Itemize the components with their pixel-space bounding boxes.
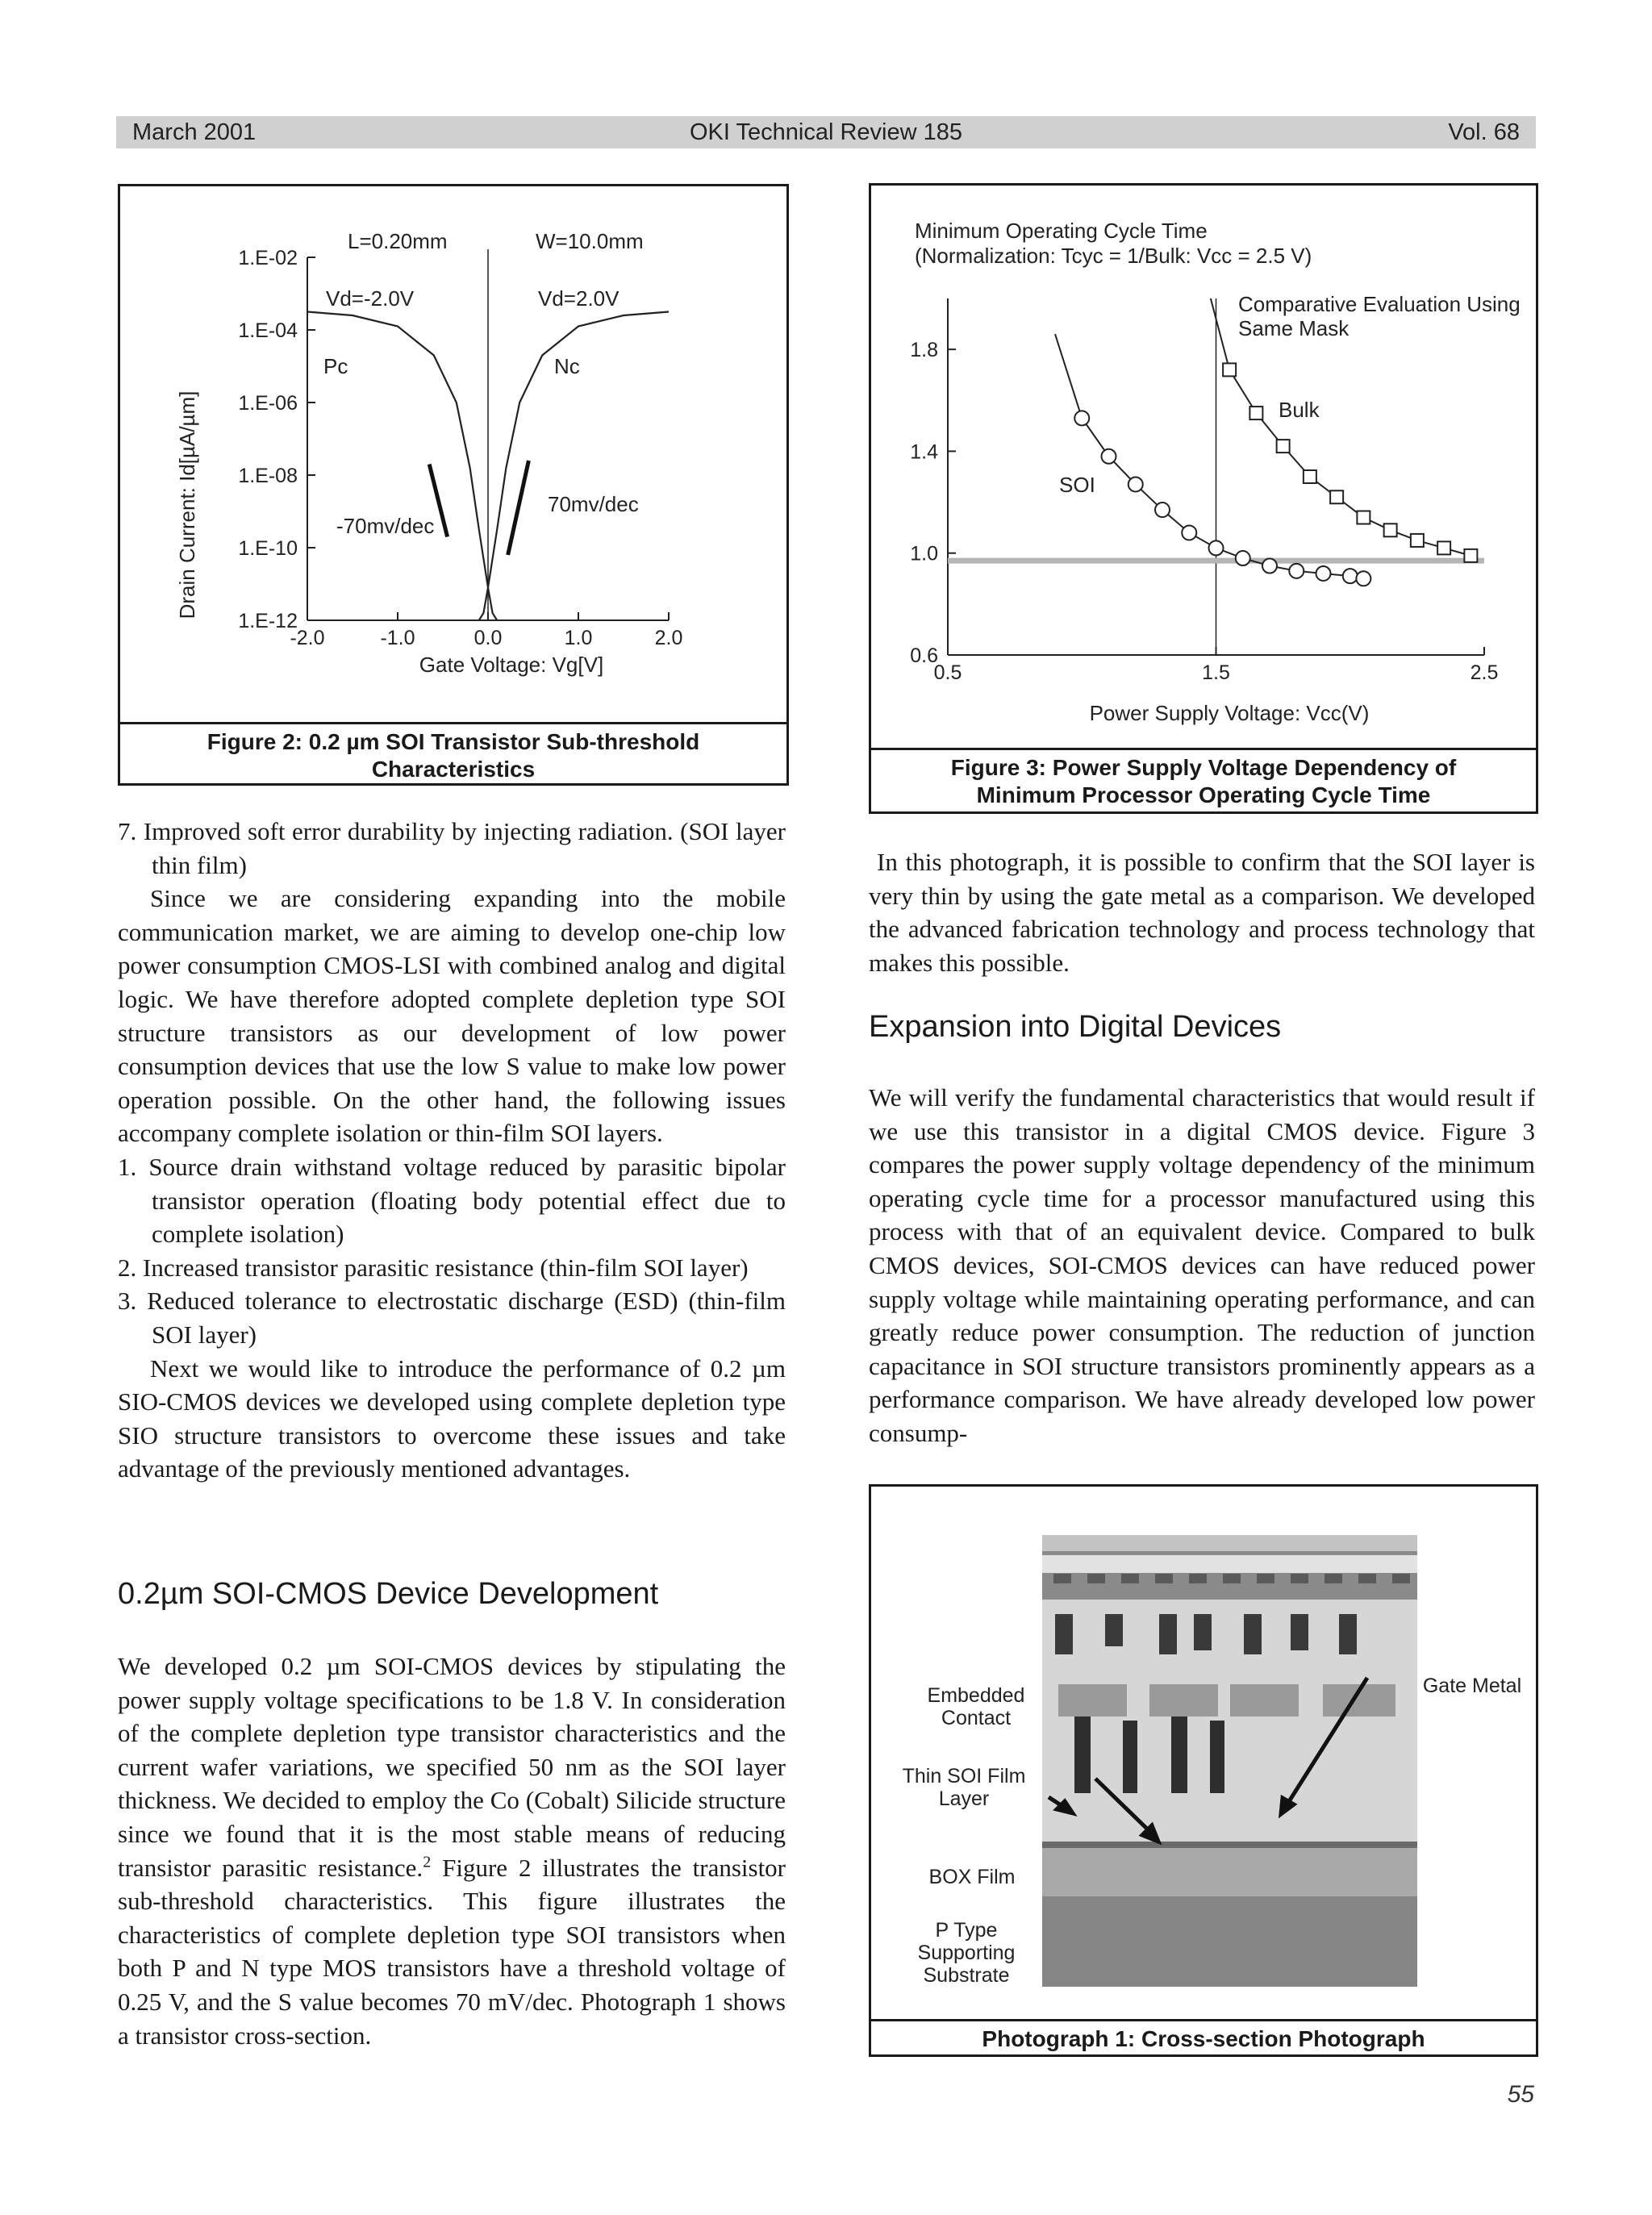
right-paragraph-1: In this photograph, it is possible to confirm that the SOI layer is very thin by using the gate metal as a comparison. We developed the advanced fabrication technology and process technology that makes this possible.: [869, 848, 1535, 977]
figure-2-caption-line1: Figure 2: 0.2 µm SOI Transistor Sub-threshold: [206, 729, 700, 754]
f2-annot-slope-p: 70mv/dec: [548, 492, 639, 516]
f3-point-soi: [1155, 503, 1170, 517]
f3-point-soi: [1128, 477, 1143, 491]
f2-ytick-label: 1.E-08: [238, 465, 298, 487]
f2-ytick-label: 1.E-06: [238, 392, 298, 415]
photo-label-box: BOX Film: [928, 1866, 1016, 1888]
issue-item-1: 1. Source drain withstand voltage reduced by parasitic bipolar transistor operation (floating body potential effect due to complete isolation): [118, 1152, 786, 1249]
f3-point-bulk: [1223, 363, 1236, 376]
left-paragraph-3a: We developed 0.2 µm SOI-CMOS devices by stipulating the power supply voltage specifications to be 1.8 V. In consideration of the complete depletion type transistor characteristics and the current wafer variations, we specified 50 nm as the SOI layer thickness. We decided to employ the Co (Cobalt) Silicide structure since we found that it is the most stable means of reducing transistor parasitic resistance.: [118, 1652, 786, 1882]
right-column-lower: [869, 1081, 1535, 1450]
f3-ytick-label: 0.6: [910, 644, 938, 667]
figure-2-caption: [120, 728, 786, 783]
f2-ytick-label: 1.E-10: [238, 537, 298, 560]
f3-point-soi: [1343, 569, 1358, 583]
f3-ytick-label: 1.0: [910, 542, 938, 565]
f3-point-soi: [1182, 525, 1196, 540]
f3-annot-bulk: Bulk: [1279, 398, 1320, 422]
f2-xtick-label: -1.0: [380, 627, 415, 649]
list-item-7: 7. Improved soft error durability by injecting radiation. (SOI layer thin film): [118, 817, 786, 879]
f3-point-bulk: [1304, 470, 1316, 483]
page-number: 55: [1507, 2081, 1534, 2108]
photo-label-ptype-3: Substrate: [923, 1964, 1010, 1987]
issue-item-2: 2. Increased transistor parasitic resistance (thin-film SOI layer): [118, 1253, 749, 1282]
right-paragraph-2: We will verify the fundamental characteristics that would result if we use this transistor in a digital CMOS device. Figure 3 compares the power supply voltage dependency of the minimum operating cycle time for a processor manufactured using this process with that of an equivalent device. Compared to bulk CMOS devices, SOI-CMOS devices can have reduced power supply voltage while maintaining operating performance, and can greatly reduce power consumption. The reduction of junction capacitance in SOI structure transistors prominently appears as a performance comparison. We have already developed low power consump-: [869, 1083, 1535, 1447]
f2-annot-slope-n: -70mv/dec: [336, 514, 435, 538]
photo-label-ptype-1: P Type: [935, 1919, 998, 1942]
f2-slope-marker-n: [508, 461, 529, 555]
photograph-1: [869, 1484, 1538, 2057]
figure-3-caption: [871, 754, 1536, 809]
figure-3-caption-line1: Figure 3: Power Supply Voltage Dependency of: [950, 755, 1457, 780]
photograph-1-caption: Photograph 1: Cross-section Photograph: [982, 2026, 1425, 2051]
f2-annot-vdn: Vd=-2.0V: [326, 286, 415, 311]
photo-label-embedded-1: Embedded: [927, 1684, 1025, 1707]
f3-point-soi: [1209, 540, 1224, 555]
f3-point-soi: [1102, 449, 1116, 464]
f3-point-bulk: [1357, 511, 1370, 524]
f2-ytick-label: 1.E-12: [238, 610, 298, 632]
figure-2-chart: [120, 186, 786, 719]
f3-point-bulk: [1437, 541, 1450, 554]
photo-label-ptype-2: Supporting: [917, 1942, 1016, 1964]
f3-xtick-label: 2.5: [1470, 661, 1499, 684]
figure-3: [869, 183, 1538, 814]
f3-point-soi: [1262, 559, 1277, 574]
f2-ytick-label: 1.E-02: [238, 247, 298, 269]
cross-section-photo: [871, 1487, 1536, 2019]
f3-title: Minimum Operating Cycle Time: [915, 219, 1208, 243]
right-column-upper: [869, 845, 1535, 979]
f3-annot-compare1: Comparative Evaluation Using: [1238, 292, 1521, 316]
header-date: March 2001: [132, 119, 257, 145]
f2-xtick-label: 1.0: [564, 627, 593, 649]
f3-point-soi: [1289, 564, 1304, 578]
f3-series: [1055, 298, 1477, 586]
f3-point-bulk: [1384, 524, 1397, 536]
figure-2: [118, 184, 789, 786]
f2-annot-vdp: Vd=2.0V: [538, 286, 620, 311]
f2-ytick-label: 1.E-04: [238, 319, 298, 342]
f3-subtitle: (Normalization: Tcyc = 1/Bulk: Vcc = 2.5 V): [915, 244, 1312, 268]
f2-annot-nc: Nc: [554, 354, 580, 378]
f3-point-soi: [1356, 571, 1370, 586]
f2-xtick-label: -2.0: [290, 627, 325, 649]
f3-xlabel: Power Supply Voltage: Vcc(V): [1089, 701, 1370, 725]
left-paragraph-1: Since we are considering expanding into the mobile communication market, we are aiming to develop one-chip low power consumption CMOS-LSI with combined analog and digital logic. We have therefore adopted complete depletion type SOI structure transistors as our development of low power consumption devices that use the low S value to make low power operation possible. On the other hand, the following issues accompany complete isolation or thin-film SOI layers.: [118, 884, 786, 1148]
left-column-lower: [118, 1650, 786, 2052]
f3-point-bulk: [1277, 440, 1290, 453]
f3-point-bulk: [1330, 490, 1343, 503]
f3-point-soi: [1316, 566, 1331, 581]
left-paragraph-3b: Figure 2 illustrates the transistor sub-threshold characteristics. This figure illustrates the characteristics of complete depletion type SOI transistors when both P and N type MOS transistors have a threshold voltage of 0.25 V, and the S value becomes 70 mV/dec. Photograph 1 shows a transistor cross-section.: [118, 1853, 786, 2050]
left-paragraph-3: [118, 1650, 786, 2052]
section-heading-digital: Expansion into Digital Devices: [869, 1010, 1282, 1044]
f2-annot-w: W=10.0mm: [536, 229, 644, 253]
photo-label-gate: Gate Metal: [1422, 1675, 1522, 1697]
f2-annot-l: L=0.20mm: [348, 229, 448, 253]
section-heading-soi-cmos: 0.2µm SOI-CMOS Device Development: [118, 1577, 659, 1611]
f3-point-soi: [1236, 551, 1250, 565]
f3-point-bulk: [1464, 549, 1477, 562]
running-header: [116, 116, 1536, 148]
header-volume: Vol. 68: [1448, 119, 1520, 145]
f2-xtick-label: 0.0: [473, 627, 503, 649]
f3-ytick-label: 1.8: [910, 339, 938, 362]
f2-ylabel: Drain Current: Id[µA/µm]: [175, 390, 199, 619]
f3-axes: [948, 298, 1484, 655]
figure-3-caption-line2: Minimum Processor Operating Cycle Time: [976, 782, 1431, 807]
photo-label-thin-1: Thin SOI Film: [902, 1765, 1026, 1787]
f3-point-bulk: [1249, 407, 1262, 419]
f3-ytick-label: 1.4: [910, 440, 938, 464]
photo-label-embedded-2: Contact: [941, 1707, 1012, 1729]
photo-label-thin-2: Layer: [938, 1787, 990, 1810]
left-paragraph-2: Next we would like to introduce the performance of 0.2 µm SIO-CMOS devices we developed using complete depletion type SIO structure transistors to overcome these issues and take advantage of the previously mentioned advantages.: [118, 1354, 786, 1483]
footnote-ref-2: 2: [423, 1853, 432, 1871]
f3-ticks: [910, 339, 1498, 684]
issue-item-3: 3. Reduced tolerance to electrostatic discharge (ESD) (thin-film SOI layer): [118, 1287, 786, 1349]
left-column-upper: [118, 815, 786, 1486]
f3-point-soi: [1074, 411, 1089, 425]
f3-annot-compare2: Same Mask: [1238, 316, 1350, 340]
f2-annot-pc: Pc: [323, 354, 348, 378]
figure-2-caption-line2: Characteristics: [371, 757, 536, 782]
f2-xtick-label: 2.0: [654, 627, 683, 649]
f2-xlabel: Gate Voltage: Vg[V]: [419, 653, 604, 677]
f3-xtick-label: 1.5: [1202, 661, 1230, 684]
figure-3-chart: [871, 186, 1536, 745]
f3-xtick-label: 0.5: [933, 661, 962, 684]
header-journal: OKI Technical Review 185: [690, 119, 962, 145]
f3-point-bulk: [1411, 534, 1424, 547]
f3-annot-soi: SOI: [1059, 473, 1095, 497]
